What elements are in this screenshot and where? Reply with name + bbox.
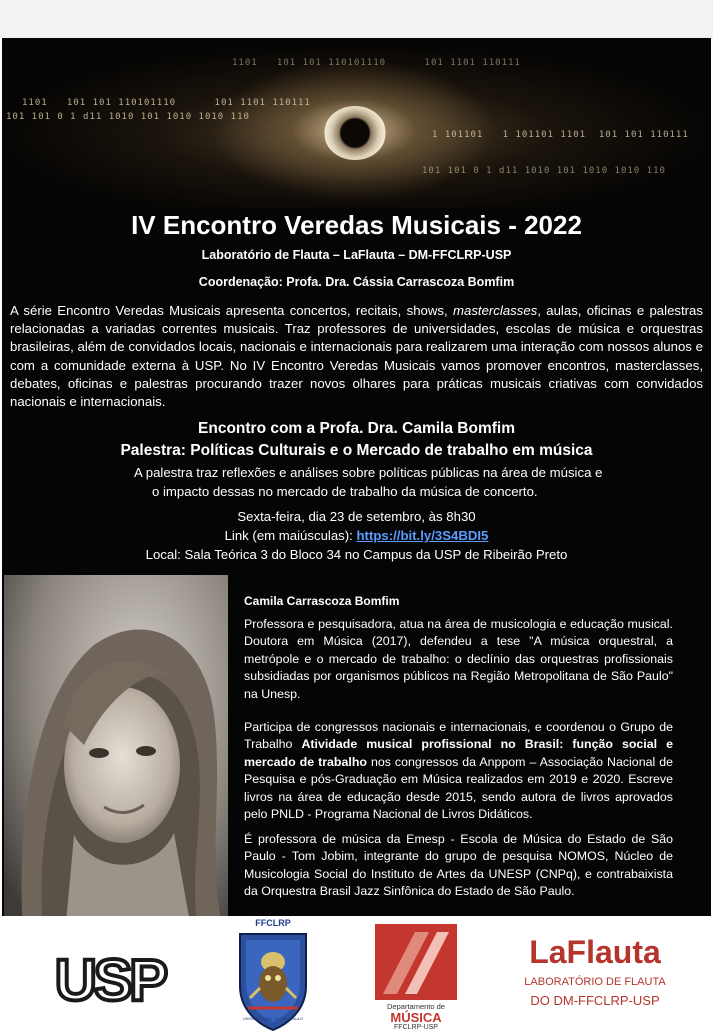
poster-body [2,38,711,916]
meeting-heading: Encontro com a Profa. Dra. Camila Bomfim [198,420,515,437]
lecture-description: A palestra traz reflexões e análises sobre políticas públicas na área de música e o impacto dessas no mercado de trabalho da música de concerto. [134,465,603,499]
bio-paragraph-2 [244,719,673,823]
speaker-photo [4,575,228,916]
ffclrp-label: FFCLRP [255,918,291,928]
eye-banner-image [2,38,711,208]
event-location: Local: Sala Teórica 3 do Bloco 34 no Campus da USP de Ribeirão Preto [145,547,568,562]
logo-footer [0,916,713,1036]
event-link[interactable]: https://bit.ly/3S4BDI5 [356,528,489,543]
laflauta-title: LaFlauta [529,934,661,970]
music-logo-block [375,924,457,1000]
bio-p2-text-2: nos congressos da Anppom – Associação Nacional de Pesquisa e pós-Graduação em Música realizados em 2019 e 2020. Escreve livros na área de educação desde 2015, sendo autora de livros aprovados pelo PNLD - Programa Nacional de Livros Didáticos. [244,754,674,822]
dm-line1: Departamento de [387,1002,445,1011]
ffclrp-crest-logo [236,916,310,1034]
laflauta-sub2: DO DM-FFCLRP-USP [530,993,660,1008]
binary-code-top: 1101 101 101 110101110 101 1101 110111 [232,58,521,68]
eye-icon [324,106,386,160]
bio-p2-bold: Atividade musical profissional no Brasil: função social e mercado de trabalho [244,737,673,769]
usp-logo [48,952,172,1008]
bio-name: Camila Carrascoza Bomfim [244,594,400,608]
event-title: IV Encontro Veredas Musicais - 2022 [131,210,582,240]
intro-text-1: A série Encontro Veredas Musicais apresenta concertos, recitais, shows, [10,303,453,318]
event-date: Sexta-feira, dia 23 de setembro, às 8h30 [237,509,476,524]
svg-text:USP: USP [54,952,166,1008]
binary-code-bottom: 101 101 0 1 d11 1010 101 1010 1010 110 [422,166,666,176]
intro-text-2: , aulas, oficinas e palestras relacionadas a variadas correntes musicais. Traz professores de universidades, escolas de música e orquestras brasileiras, além de convidados locais, nacionais e internacionais para realizarem uma interação com nossos alunos e com a comunidade externa à USP. No IV Encontro Veredas Musicais vamos promover encontros, masterclasses, debates, oficinas e palestras procurando trazer novos olhares para práticas musicais criativas com convidados nacionais e internacionais. [10,303,703,410]
bio-p2-text-1: Participa de congressos nacionais e internacionais, e coordenou o Grupo de Trabalho [244,720,673,752]
speaker-portrait-image [4,575,228,916]
lecture-heading: Palestra: Políticas Culturais e o Mercado de trabalho em música [120,442,593,459]
bio-paragraph-3: É professora de música da Emesp - Escola de Música do Estado de São Paulo - Tom Jobim, integrante do grupo de pesquisa NOMOS, Núcleo de Musicologia Social do Instituto de Artes da UNESP (CNPq), e contrabaixista da Orquestra Brasil Jazz Sinfônica do Estado de São Paulo. [244,832,673,899]
top-margin [0,0,713,38]
binary-code-left: 1101 101 101 110101110 101 1101 110111 [22,98,311,108]
link-label: Link (em maiúsculas): [224,528,357,543]
binary-code-left-2: 101 101 0 1 d11 1010 101 1010 1010 110 [6,112,250,122]
event-link-line [2,528,711,543]
bio-paragraph-1: Professora e pesquisadora, atua na área de musicologia e educação musical. Doutora em Música (2017), defendeu a tese "A música orquestral, a metrópole e o mercado de trabalho: o declínio das orquestras profissionais subsidiadas por organismos públicos na Região Metropolitana de São Paulo" na Unesp. [244,617,673,701]
event-subtitle: Laboratório de Flauta – LaFlauta – DM-FFCLRP-USP [201,248,512,262]
coordination: Coordenação: Profa. Dra. Cássia Carrascoza Bomfim [198,275,515,289]
departamento-musica-logo [375,924,457,1032]
laflauta-sub1: LABORATÓRIO DE FLAUTA [524,976,666,988]
crest-caption: UNIVERSIDADE DE SÃO PAULO [242,1016,304,1021]
laflauta-logo [510,934,680,1024]
dm-line3: FFCLRP-USP [394,1024,438,1031]
intro-italic: masterclasses [453,303,538,318]
binary-code-right: 1 101101 1 101101 1101 101 101 110111 [432,130,689,140]
dm-line2: MÚSICA [390,1010,442,1025]
intro-paragraph [10,302,703,411]
